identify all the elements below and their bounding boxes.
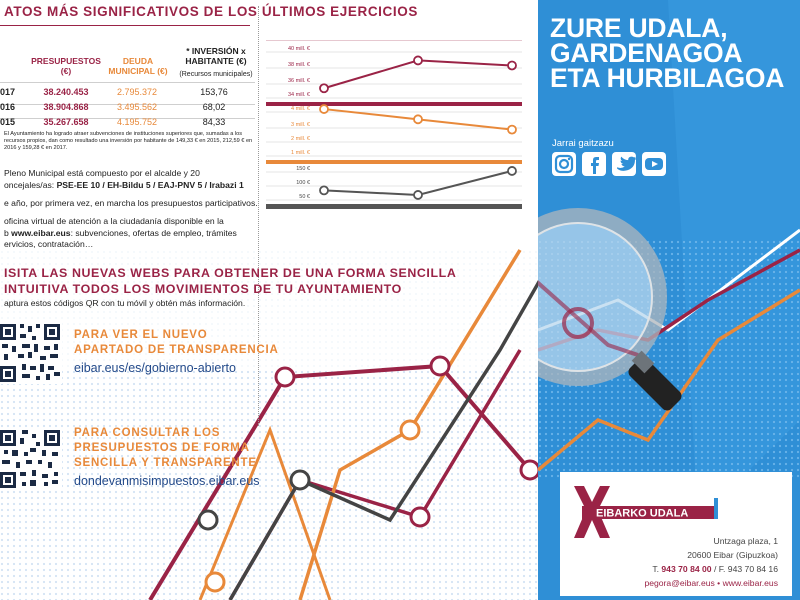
- pleno-parties: PSE-EE 10 / EH-Bildu 5 / EAJ-PNV 5 / Irabazi 1: [56, 179, 244, 190]
- transparency-link[interactable]: eibar.eus/es/gobierno-abierto: [74, 361, 236, 375]
- row-deuda: 3.495.562: [116, 102, 158, 112]
- oficina-text: [4, 216, 259, 251]
- link2-heading-line-1: PARA CONSULTAR LOS: [74, 427, 221, 439]
- oficina-web-prefix: b: [4, 227, 12, 238]
- phone-fax: [652, 564, 778, 574]
- oficina-line-1: oficina virtual de atención a la ciudadanía disponible en la: [4, 216, 224, 226]
- x-tick-label: 2017: [458, 210, 470, 216]
- oficina-line-3: ervicios, contratación…: [4, 239, 94, 249]
- section-title: ATOS MÁS SIGNIFICATIVOS DE LOS ÚLTIMOS EJERCICIOS: [4, 4, 418, 19]
- right-title-line-1: ZURE UDALA,: [550, 13, 728, 43]
- data-point: [320, 105, 328, 113]
- right-panel-title: [550, 13, 800, 93]
- row-deuda: 4.195.752: [116, 117, 158, 127]
- instagram-icon[interactable]: [552, 152, 576, 176]
- data-point: [320, 84, 328, 92]
- right-title-line-2: GARDENAGOA: [550, 38, 743, 68]
- follow-us-label: Jarrai gaitzazu: [552, 138, 614, 149]
- link2-heading-line-2: PRESUPUESTOS DE FORMA: [74, 442, 250, 454]
- axis-tick-label: 4 mill. €: [291, 106, 310, 112]
- row-inversion: 84,33: [202, 117, 226, 127]
- pleno-line-1: Pleno Municipal está compuesto por el alcalde y 20: [4, 168, 200, 178]
- link2-heading: [74, 426, 257, 471]
- data-point: [414, 191, 422, 199]
- row-inversion: 68,02: [202, 102, 226, 112]
- right-title-line-3: ETA HURBILAGOA: [550, 63, 785, 93]
- row-year: 015: [0, 117, 16, 127]
- bottom-band-divider: [266, 204, 522, 209]
- mini-line-chart: [266, 40, 522, 220]
- data-point: [508, 167, 516, 175]
- data-point: [508, 61, 516, 69]
- title-rule: [0, 25, 250, 26]
- phone-prefix: T.: [652, 564, 662, 574]
- header-inversion: * INVERSIÓN x HABITANTE (€): [185, 46, 247, 66]
- header-deuda: DEUDA MUNICIPAL (€): [108, 56, 168, 76]
- oficina-web-link[interactable]: www.eibar.eus: [11, 227, 71, 238]
- presupuestos-participativos-text: e año, por primera vez, en marcha los presupuestos participativos.: [4, 198, 258, 208]
- axis-tick-label: 150 €: [296, 166, 310, 172]
- axis-tick-label: 1 mill. €: [291, 150, 310, 156]
- budgets-link[interactable]: dondevanmisimpuestos.eibar.eus: [74, 474, 260, 488]
- row-year: 016: [0, 102, 16, 112]
- data-point: [508, 126, 516, 134]
- facebook-icon[interactable]: [582, 152, 606, 176]
- row-year: 017: [0, 87, 16, 97]
- mid-band-divider: [266, 160, 522, 164]
- row-deuda: 2.795.372: [116, 87, 158, 97]
- link1-heading-line-1: PARA VER EL NUEVO: [74, 329, 208, 341]
- qr-code-transparency[interactable]: [0, 322, 62, 384]
- visit-heading-line-1: ISITA LAS NUEVAS WEBS PARA OBTENER DE UNA FORMA SENCILLA: [4, 266, 457, 280]
- axis-tick-label: 2 mill. €: [291, 136, 310, 142]
- header-inversion-sub: (Recursos municipales): [179, 71, 253, 78]
- oficina-line-2-rest: : subvenciones, ofertas de empleo, trámites: [70, 227, 237, 238]
- eibar-logo-card: [560, 472, 792, 596]
- twitter-icon[interactable]: [612, 152, 636, 176]
- row-presupuestos: 38.240.453: [43, 87, 89, 97]
- pleno-line-2: [4, 180, 259, 192]
- axis-tick-label: 3 mill. €: [291, 122, 310, 128]
- pleno-line-2-prefix: oncejales/as:: [4, 179, 57, 190]
- visit-subheading: aptura estos códigos QR con tu móvil y obtén más información.: [4, 298, 246, 308]
- axis-tick-label: 34 mill. €: [287, 92, 310, 98]
- x-tick-label: 2016: [366, 210, 378, 216]
- row-presupuestos: 38.904.868: [43, 102, 89, 112]
- data-point: [414, 56, 422, 64]
- oficina-line-2: [4, 228, 259, 240]
- axis-tick-label: 38 mill. €: [287, 62, 310, 68]
- link1-heading-line-2: APARTADO DE TRANSPARENCIA: [74, 344, 279, 356]
- axis-tick-label: 36 mill. €: [287, 78, 310, 84]
- axis-tick-label: 50 €: [299, 194, 310, 200]
- qr-code-budgets[interactable]: [0, 428, 62, 490]
- data-point: [414, 115, 422, 123]
- visit-heading: [4, 265, 534, 297]
- contact-email-web[interactable]: pegora@eibar.eus • www.eibar.eus: [644, 578, 778, 588]
- youtube-icon[interactable]: [642, 152, 666, 176]
- row-presupuestos: 35.267.658: [43, 117, 89, 127]
- x-tick-label: 2015: [290, 210, 302, 216]
- phone-number: 943 70 84 00: [661, 564, 712, 574]
- address-line-2: 20600 Eibar (Gipuzkoa): [687, 550, 778, 560]
- right-panel: [538, 0, 800, 600]
- axis-tick-label: 100 €: [296, 180, 310, 186]
- pleno-text: [4, 168, 259, 191]
- subsidy-note: El Ayuntamiento ha logrado atraer subvenciones de instituciones superiores que, sumadas a los recursos propios, dan como resultado una inversión por habitante de 149,33 € en 2015, 212,59 € en 2016 y 159,28 € en 2017.: [4, 131, 253, 151]
- logo-text: EIBARKO UDALA: [596, 507, 689, 520]
- axis-tick-label: 40 mill. €: [287, 46, 310, 52]
- eibar-logo: [570, 482, 720, 542]
- row-inversion: 153,76: [200, 87, 228, 97]
- address-line-1: Untzaga plaza, 1: [713, 536, 778, 546]
- data-point: [320, 186, 328, 194]
- visit-heading-line-2: INTUITIVA TODOS LOS MOVIMIENTOS DE TU AYUNTAMIENTO: [4, 282, 402, 296]
- link2-heading-line-3: SENCILLA Y TRANSPARENTE: [74, 457, 257, 469]
- fax-number: / F. 943 70 84 16: [711, 564, 778, 574]
- header-presupuestos: PRESUPUESTOS (€): [31, 56, 101, 76]
- link1-heading: [74, 328, 279, 358]
- magnifier-icon: [538, 205, 718, 425]
